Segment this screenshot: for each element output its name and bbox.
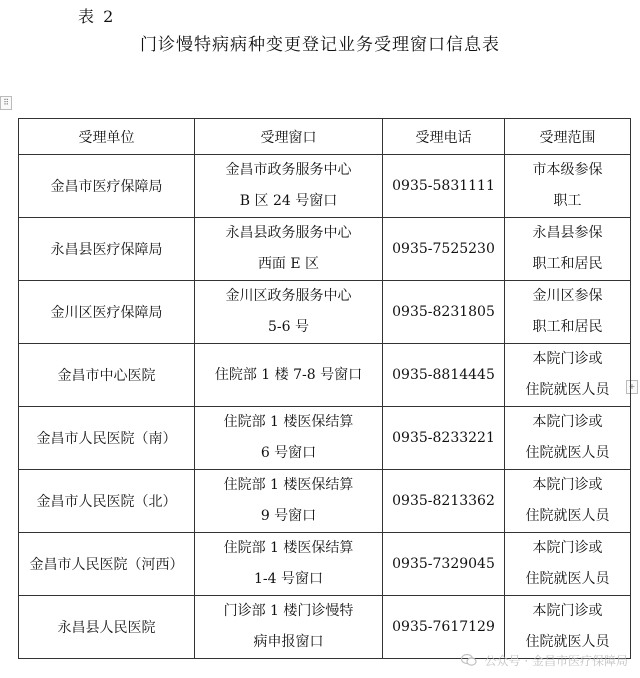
table-row [19, 596, 631, 659]
scope-cell [505, 281, 631, 344]
phone-cell: 0935-7525230 [383, 218, 505, 281]
scope-line: 本院门诊或 [532, 414, 603, 430]
window-line: 5-6 号 [268, 319, 309, 335]
scope-line: 职工 [553, 193, 582, 209]
scope-line: 住院就医人员 [525, 382, 610, 398]
window-cell [195, 344, 383, 407]
window-line: 住院部 1 楼 7-8 号窗口 [214, 366, 363, 383]
table-caption: 表 2 [78, 7, 116, 26]
scope-line: 金川区参保 [532, 288, 603, 304]
scope-cell [505, 533, 631, 596]
window-line: B 区 24 号窗口 [239, 193, 338, 209]
unit-cell: 永昌县人民医院 [19, 596, 195, 659]
window-line: 病申报窗口 [253, 634, 324, 650]
table-row [19, 533, 631, 596]
scope-line: 职工和居民 [532, 319, 603, 335]
window-line: 住院部 1 楼医保结算 [223, 414, 354, 430]
scope-cell [505, 218, 631, 281]
window-line: 1-4 号窗口 [254, 571, 323, 587]
phone-cell: 0935-7329045 [383, 533, 505, 596]
header-unit: 受理单位 [19, 119, 195, 155]
table-header-row [19, 119, 631, 155]
move-handle-icon[interactable]: ⠿ [0, 96, 12, 110]
header-scope: 受理范围 [505, 119, 631, 155]
window-line: 永昌县政务服务中心 [225, 225, 352, 241]
header-window: 受理窗口 [195, 119, 383, 155]
scope-line: 住院就医人员 [525, 571, 610, 587]
add-column-icon[interactable]: + [626, 380, 638, 394]
unit-cell: 金川区医疗保障局 [19, 281, 195, 344]
page-title: 门诊慢特病病种变更登记业务受理窗口信息表 [140, 35, 500, 55]
scope-line: 本院门诊或 [532, 351, 603, 367]
table-row [19, 344, 631, 407]
info-table [18, 118, 631, 659]
unit-cell: 金昌市中心医院 [19, 344, 195, 407]
window-line: 金昌市政务服务中心 [225, 162, 352, 178]
unit-cell: 金昌市人民医院（南） [19, 407, 195, 470]
scope-line: 永昌县参保 [532, 225, 603, 241]
scope-line: 本院门诊或 [532, 477, 603, 493]
scope-cell [505, 407, 631, 470]
watermark [461, 652, 628, 670]
scope-cell [505, 155, 631, 218]
phone-cell: 0935-8231805 [383, 281, 505, 344]
unit-cell: 永昌县医疗保障局 [19, 218, 195, 281]
window-line: 金川区政务服务中心 [225, 288, 352, 304]
table-row [19, 407, 631, 470]
scope-line: 住院就医人员 [525, 508, 610, 524]
window-cell [195, 281, 383, 344]
watermark-text: 公众号 · 金昌市医疗保障局 [484, 654, 628, 668]
window-cell [195, 470, 383, 533]
scope-cell [505, 344, 631, 407]
window-cell [195, 407, 383, 470]
scope-line: 住院就医人员 [525, 445, 610, 461]
unit-cell: 金昌市人民医院（北） [19, 470, 195, 533]
scope-cell [505, 596, 631, 659]
unit-cell: 金昌市医疗保障局 [19, 155, 195, 218]
window-cell [195, 533, 383, 596]
table-row [19, 281, 631, 344]
phone-cell: 0935-5831111 [383, 155, 505, 218]
scope-line: 本院门诊或 [532, 540, 603, 556]
scope-line: 本院门诊或 [532, 603, 603, 619]
table-row [19, 218, 631, 281]
phone-cell: 0935-8213362 [383, 470, 505, 533]
phone-cell: 0935-8814445 [383, 344, 505, 407]
window-cell [195, 596, 383, 659]
phone-cell: 0935-8233221 [383, 407, 505, 470]
scope-line: 市本级参保 [532, 162, 603, 178]
window-line: 6 号窗口 [260, 445, 317, 461]
window-line: 住院部 1 楼医保结算 [223, 540, 354, 556]
scope-cell [505, 470, 631, 533]
header-phone: 受理电话 [383, 119, 505, 155]
window-cell [195, 218, 383, 281]
unit-cell: 金昌市人民医院（河西） [19, 533, 195, 596]
window-cell [195, 155, 383, 218]
window-line: 住院部 1 楼医保结算 [223, 477, 354, 493]
scope-line: 职工和居民 [532, 256, 603, 272]
window-line: 9 号窗口 [260, 508, 317, 524]
wechat-icon [461, 653, 477, 670]
window-line: 西面 E 区 [257, 256, 320, 272]
scope-line: 住院就医人员 [525, 634, 610, 650]
window-line: 门诊部 1 楼门诊慢特 [223, 603, 354, 619]
table-row [19, 155, 631, 218]
phone-cell: 0935-7617129 [383, 596, 505, 659]
table-row [19, 470, 631, 533]
